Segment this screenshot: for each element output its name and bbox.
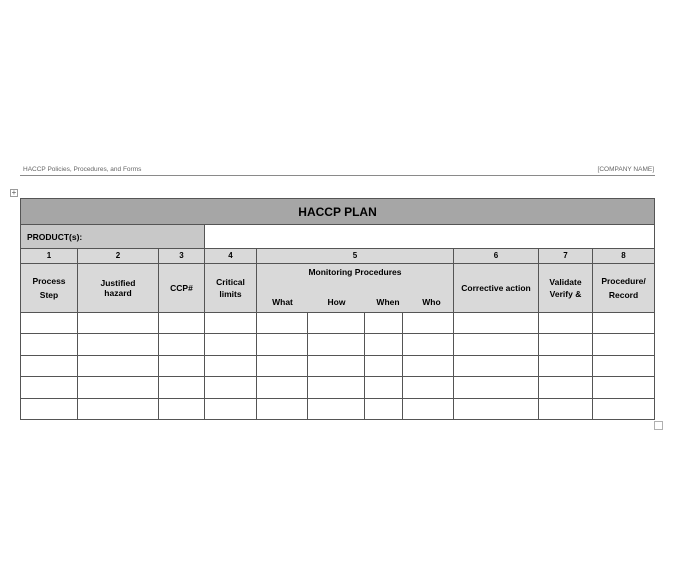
cell-justified-hazard[interactable] [78,313,159,334]
cell-critical-limits[interactable] [205,355,257,376]
col-number-1: 1 [21,249,78,264]
cell-monitor-what[interactable] [257,334,308,355]
cell-ccp-number[interactable] [159,355,205,376]
table-row [21,355,655,376]
cell-justified-hazard[interactable] [78,355,159,376]
header-validate-verify-line1: Validate [549,277,582,287]
cell-procedure-record[interactable] [593,313,655,334]
cell-validate-verify[interactable] [539,377,593,398]
cell-monitor-how[interactable] [308,377,365,398]
cell-corrective-action[interactable] [454,313,539,334]
cell-procedure-record[interactable] [593,398,655,419]
cell-corrective-action[interactable] [454,398,539,419]
cell-monitor-who[interactable] [403,398,454,419]
header-monitoring-procedures [257,264,454,313]
cell-process-step[interactable] [21,334,78,355]
cell-monitor-what[interactable] [257,398,308,419]
cell-monitor-when[interactable] [365,377,403,398]
cell-critical-limits[interactable] [205,377,257,398]
monitoring-sub-who: Who [422,297,441,307]
cell-monitor-who[interactable] [403,313,454,334]
cell-monitor-who[interactable] [403,377,454,398]
cell-procedure-record[interactable] [593,334,655,355]
col-number-7: 7 [539,249,593,264]
header-justified-hazard-line2: hazard [104,288,132,298]
cell-ccp-number[interactable] [159,398,205,419]
cell-critical-limits[interactable] [205,313,257,334]
cell-monitor-how[interactable] [308,313,365,334]
header-process-step [21,264,78,313]
header-justified-hazard [78,264,159,313]
cell-process-step[interactable] [21,377,78,398]
header-ccp-number: CCP# [159,264,205,313]
table-row [21,313,655,334]
cell-process-step[interactable] [21,398,78,419]
cell-monitor-how[interactable] [308,398,365,419]
cell-corrective-action[interactable] [454,355,539,376]
col-number-6: 6 [454,249,539,264]
col-number-2: 2 [78,249,159,264]
cell-monitor-when[interactable] [365,313,403,334]
cell-critical-limits[interactable] [205,334,257,355]
cell-critical-limits[interactable] [205,398,257,419]
cell-monitor-who[interactable] [403,355,454,376]
cell-monitor-what[interactable] [257,377,308,398]
header-process-step-line1: Process [32,276,66,286]
cell-monitor-what[interactable] [257,355,308,376]
cell-corrective-action[interactable] [454,377,539,398]
cell-process-step[interactable] [21,355,78,376]
cell-validate-verify[interactable] [539,334,593,355]
header-process-step-line2: Step [39,290,59,300]
table-move-handle-icon[interactable]: + [11,188,17,197]
monitoring-sub-what: What [272,297,293,307]
cell-monitor-what[interactable] [257,313,308,334]
monitoring-subheaders [257,296,453,308]
header-validate-verify-line2: Verify & [549,289,582,299]
header-critical-limits [205,264,257,313]
cell-ccp-number[interactable] [159,377,205,398]
header-procedure-record-line1: Procedure/ [601,276,646,286]
cell-process-step[interactable] [21,313,78,334]
cell-monitor-when[interactable] [365,334,403,355]
col-number-5: 5 [257,249,454,264]
cell-validate-verify[interactable] [539,398,593,419]
cell-procedure-record[interactable] [593,377,655,398]
table-row [21,398,655,419]
col-number-3: 3 [159,249,205,264]
header-validate-verify [539,264,593,313]
header-critical-limits-line2: limits [219,289,242,299]
col-number-4: 4 [205,249,257,264]
page-header-left: HACCP Policies, Procedures, and Forms [23,166,142,173]
cell-monitor-who[interactable] [403,334,454,355]
col-number-8: 8 [593,249,655,264]
cell-justified-hazard[interactable] [78,377,159,398]
cell-justified-hazard[interactable] [78,398,159,419]
table-title: HACCP PLAN [21,199,655,225]
monitoring-sub-how: How [327,297,346,307]
cell-monitor-how[interactable] [308,355,365,376]
header-corrective-action: Corrective action [454,264,539,313]
header-divider [20,175,655,176]
header-critical-limits-line1: Critical [216,277,245,287]
cell-justified-hazard[interactable] [78,334,159,355]
monitoring-title: Monitoring Procedures [308,267,402,277]
product-label: PRODUCT(s): [21,225,205,249]
haccp-plan-table [20,198,655,420]
page-header-company-name[interactable]: [COMPANY NAME] [597,166,654,173]
table-row [21,377,655,398]
header-justified-hazard-line1: Justified [100,278,136,288]
cell-validate-verify[interactable] [539,355,593,376]
cell-monitor-when[interactable] [365,355,403,376]
cell-corrective-action[interactable] [454,334,539,355]
table-resize-handle-icon[interactable] [654,421,663,430]
cell-monitor-when[interactable] [365,398,403,419]
header-procedure-record-line2: Record [608,290,639,300]
table-row [21,334,655,355]
cell-ccp-number[interactable] [159,313,205,334]
header-procedure-record [593,264,655,313]
cell-ccp-number[interactable] [159,334,205,355]
monitoring-sub-when: When [376,297,400,307]
product-input[interactable] [205,225,655,249]
cell-procedure-record[interactable] [593,355,655,376]
cell-monitor-how[interactable] [308,334,365,355]
cell-validate-verify[interactable] [539,313,593,334]
